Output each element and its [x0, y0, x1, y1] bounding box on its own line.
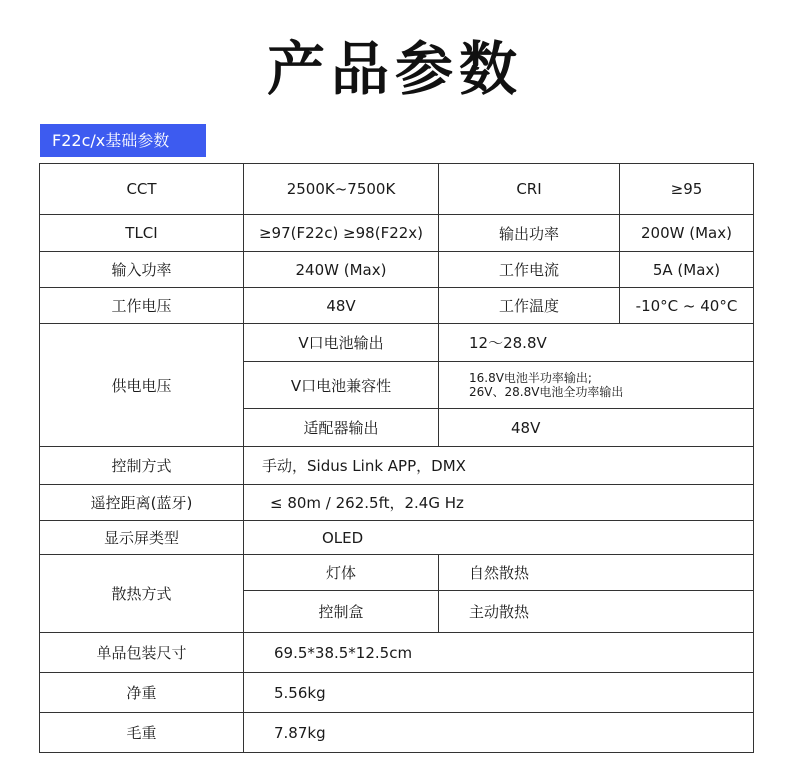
work-temp-label: 工作温度 — [439, 288, 620, 324]
output-power-label: 输出功率 — [439, 215, 620, 252]
remote-label: 遥控距离(蓝牙) — [40, 485, 244, 521]
output-power-value: 200W (Max) — [620, 215, 754, 252]
work-temp-value: -10°C ~ 40°C — [620, 288, 754, 324]
control-value: 手动，Sidus Link APP，DMX — [244, 447, 754, 485]
v-compat-line2: 26V、28.8V电池全功率输出 — [469, 385, 624, 399]
cooling-label: 散热方式 — [40, 555, 244, 633]
v-out-value: 12～28.8V — [439, 324, 754, 362]
spec-table — [39, 163, 754, 753]
table-row — [40, 447, 754, 485]
work-current-label: 工作电流 — [439, 252, 620, 288]
gross-weight-value: 7.87kg — [244, 713, 754, 753]
table-row — [40, 633, 754, 673]
table-row — [40, 215, 754, 252]
v-out-label: V口电池输出 — [244, 324, 439, 362]
table-row — [40, 713, 754, 753]
work-current-value: 5A (Max) — [620, 252, 754, 288]
tlci-label: TLCI — [40, 215, 244, 252]
table-row — [40, 164, 754, 215]
gross-weight-label: 毛重 — [40, 713, 244, 753]
net-weight-label: 净重 — [40, 673, 244, 713]
input-power-value: 240W (Max) — [244, 252, 439, 288]
page-title: 产品参数 — [266, 35, 523, 103]
work-voltage-label: 工作电压 — [40, 288, 244, 324]
cooling-method-2: 主动散热 — [439, 591, 754, 633]
section-badge: F22c/x基础参数 — [40, 124, 206, 157]
display-label: 显示屏类型 — [40, 521, 244, 555]
v-compat-line1: 16.8V电池半功率输出; — [469, 371, 592, 385]
work-voltage-value: 48V — [244, 288, 439, 324]
cooling-part-2: 控制盒 — [244, 591, 439, 633]
v-compat-value — [439, 362, 754, 409]
size-value: 69.5*38.5*12.5cm — [244, 633, 754, 673]
input-power-label: 输入功率 — [40, 252, 244, 288]
table-row — [40, 324, 754, 362]
table-row — [40, 288, 754, 324]
cooling-part-1: 灯体 — [244, 555, 439, 591]
table-row — [40, 485, 754, 521]
cri-label: CRI — [439, 164, 620, 215]
adapter-label: 适配器输出 — [244, 409, 439, 447]
cct-label: CCT — [40, 164, 244, 215]
cri-value: ≥95 — [620, 164, 754, 215]
adapter-value: 48V — [439, 409, 754, 447]
table-row — [40, 673, 754, 713]
cct-value: 2500K~7500K — [244, 164, 439, 215]
display-value: OLED — [244, 521, 754, 555]
remote-value: ≤ 80m / 262.5ft，2.4G Hz — [244, 485, 754, 521]
net-weight-value: 5.56kg — [244, 673, 754, 713]
supply-voltage-label: 供电电压 — [40, 324, 244, 447]
tlci-value: ≥97(F22c) ≥98(F22x) — [244, 215, 439, 252]
control-label: 控制方式 — [40, 447, 244, 485]
v-compat-label: V口电池兼容性 — [244, 362, 439, 409]
cooling-method-1: 自然散热 — [439, 555, 754, 591]
table-row — [40, 555, 754, 591]
table-row — [40, 252, 754, 288]
table-row — [40, 521, 754, 555]
size-label: 单品包装尺寸 — [40, 633, 244, 673]
